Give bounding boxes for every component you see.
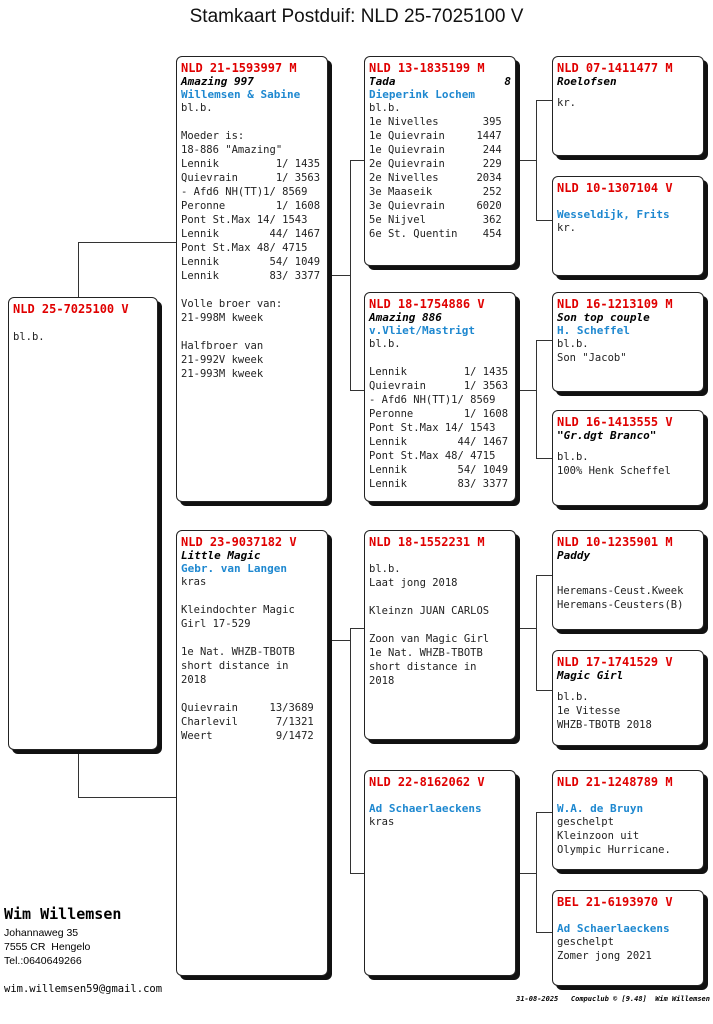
connector-line	[516, 160, 536, 161]
connector-line	[78, 797, 178, 798]
ring-number: NLD 18-1754886 V	[369, 297, 485, 311]
pigeon-name: Roelofsen	[557, 75, 617, 88]
owner-name: Ad Schaerlaeckens	[557, 922, 670, 935]
pigeon-name	[369, 549, 511, 562]
page-title: Stamkaart Postduif: NLD 25-7025100 V	[189, 6, 524, 27]
breeder-name: Wim Willemsen	[4, 905, 122, 923]
ring-number: NLD 16-1413555 V	[557, 415, 673, 429]
ff-card[interactable]	[364, 56, 516, 266]
details: kras	[369, 816, 395, 828]
ring-number: NLD 23-9037182 V	[181, 535, 297, 549]
ring-number: NLD 13-1835199 M	[369, 61, 485, 75]
connector-line	[536, 575, 537, 690]
connector-line	[516, 873, 536, 874]
mff-card[interactable]	[552, 530, 704, 630]
pigeon-name: Amazing 886	[369, 311, 442, 324]
pigeon-number: 8	[504, 75, 511, 88]
details: geschelpt Zomer jong 2021	[557, 936, 652, 962]
connector-line	[536, 340, 537, 458]
details: bl.b. Laat jong 2018 Kleinzn JUAN CARLOS Zoon van Magic Girl 1e Nat. WHZB-TBOTB short distance in 2018	[369, 563, 490, 687]
ring-number: NLD 21-1248789 M	[557, 775, 673, 789]
ring-number: NLD 22-8162062 V	[369, 775, 485, 789]
connector-line	[350, 390, 364, 391]
details: bl.b. 1e Nivelles 395 1e Quievrain 1447 1e Quievrain 244 2e Quievrain 229 2e Nivelles 2034 3e Maaseik 252 3e Quievrain 6020 5e Nijvel 362 6e St. Quentin 454	[369, 102, 502, 240]
owner-name: Dieperink Lochem	[369, 88, 475, 101]
pigeon-name: "Gr.dgt Branco"	[557, 429, 657, 442]
connector-line	[536, 575, 552, 576]
details: bl.b. 1e Vitesse WHZB-TBOTB 2018	[557, 691, 652, 731]
connector-line	[536, 220, 552, 221]
fff-card[interactable]	[552, 56, 704, 156]
details: bl.b. Son "Jacob"	[557, 338, 627, 364]
connector-line	[78, 242, 178, 243]
owner-name: H. Scheffel	[557, 324, 630, 337]
connector-line	[78, 242, 79, 298]
connector-line	[328, 275, 350, 276]
connector-line	[516, 628, 536, 629]
mm-card[interactable]	[364, 770, 516, 976]
connector-line	[536, 340, 552, 341]
owner-name: W.A. de Bruyn	[557, 802, 644, 815]
father-card[interactable]	[176, 56, 328, 502]
connector-line	[328, 640, 350, 641]
details: kr.	[557, 222, 576, 234]
connector-line	[536, 458, 552, 459]
connector-line	[536, 100, 537, 220]
ring-number: NLD 25-7025100 V	[13, 302, 129, 316]
mother-card[interactable]	[176, 530, 328, 976]
ring-number: NLD 21-1593997 M	[181, 61, 297, 75]
ring-number: NLD 07-1411477 M	[557, 61, 673, 75]
mmf-card[interactable]	[552, 770, 704, 870]
connector-line	[536, 932, 552, 933]
owner-name: Wesseldijk, Frits	[557, 208, 670, 221]
connector-line	[350, 628, 351, 873]
ring-number: NLD 17-1741529 V	[557, 655, 673, 669]
pigeon-name: Paddy	[557, 549, 591, 562]
details: kras Kleindochter Magic Girl 17-529 1e Nat. WHZB-TBOTB short distance in 2018 Quievrain 13/3689 Charlevil 7/1321 Weert 9/1472	[181, 576, 314, 742]
fmf-card[interactable]	[552, 292, 704, 392]
pigeon-name	[369, 789, 511, 802]
owner-name: Ad Schaerlaeckens	[369, 802, 482, 815]
mf-card[interactable]	[364, 530, 516, 740]
details: bl.b. Moeder is: 18-886 "Amazing" Lennik 1/ 1435 Quievrain 1/ 3563 - Afd6 NH(TT)1/ 8569 Peronne 1/ 1608 Pont St.Max 14/ 1543 Lennik 44/ 1467 Pont St.Max 48/ 4715 Lennik 54/ 1049 Lennik 83/ 3377 Volle broer van: 21-998M kweek Halfbroer van 21-992V kweek 21-993M kweek	[181, 102, 321, 380]
connector-line	[516, 390, 536, 391]
details: bl.b. Lennik 1/ 1435 Quievrain 1/ 3563 - Afd6 NH(TT)1/ 8569 Peronne 1/ 1608 Pont St.Max 14/ 1543 Lennik 44/ 1467 Pont St.Max 48/ 4715 Lennik 54/ 1049 Lennik 83/ 3377	[369, 338, 509, 490]
owner-name: v.Vliet/Mastrigt	[369, 324, 475, 337]
mfm-card[interactable]	[552, 650, 704, 746]
pigeon-name: Tada	[369, 75, 396, 88]
fm-card[interactable]	[364, 292, 516, 502]
pigeon-name: Amazing 997	[181, 75, 254, 88]
connector-line	[536, 100, 552, 101]
ring-number: NLD 10-1307104 V	[557, 181, 673, 195]
details: bl.b. 100% Henk Scheffel	[557, 451, 671, 477]
ring-number: BEL 21-6193970 V	[557, 895, 673, 909]
connector-line	[536, 690, 552, 691]
ffm-card[interactable]	[552, 176, 704, 276]
owner-name: Gebr. van Langen	[181, 562, 287, 575]
ring-number: NLD 18-1552231 M	[369, 535, 485, 549]
details: kr.	[557, 97, 576, 109]
subject-card[interactable]	[8, 297, 158, 750]
connector-line	[536, 812, 537, 932]
details: bl.b.	[13, 331, 45, 343]
connector-line	[350, 160, 364, 161]
breeder-email[interactable]: wim.willemsen59@gmail.com	[4, 983, 163, 995]
details: geschelpt Kleinzoon uit Olympic Hurricane.	[557, 816, 671, 856]
print-credit: 31-08-2025 Compuclub © [9.48] Wim Willemsen	[516, 995, 710, 1003]
connector-line	[350, 628, 364, 629]
connector-line	[536, 812, 552, 813]
pigeon-name: Son top couple	[557, 311, 650, 324]
owner-name: Willemsen & Sabine	[181, 88, 301, 101]
pigeon-name: Little Magic	[181, 549, 261, 562]
mmm-card[interactable]	[552, 890, 704, 986]
details: Heremans-Ceust.Kweek Heremans-Ceusters(B)	[557, 585, 684, 611]
pigeon-name: Magic Girl	[557, 669, 624, 682]
connector-line	[350, 160, 351, 390]
connector-line	[350, 873, 364, 874]
breeder-address: Johannaweg 35 7555 CR Hengelo Tel.:0640649266	[4, 927, 91, 967]
fmm-card[interactable]	[552, 410, 704, 506]
ring-number: NLD 16-1213109 M	[557, 297, 673, 311]
connector-line	[78, 750, 79, 797]
ring-number: NLD 10-1235901 M	[557, 535, 673, 549]
